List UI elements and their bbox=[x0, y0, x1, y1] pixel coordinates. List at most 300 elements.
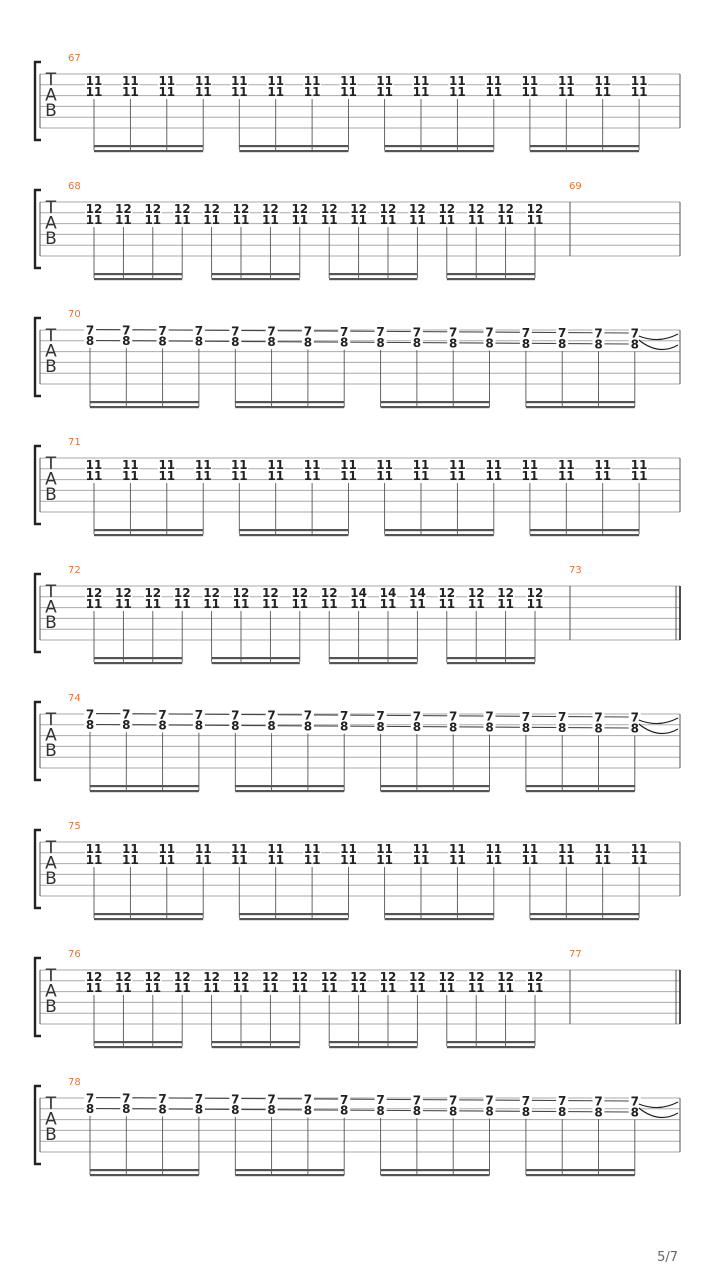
tab-clef-letter: A bbox=[45, 597, 57, 618]
fret-number: 7 bbox=[231, 1092, 240, 1107]
fret-number: 8 bbox=[485, 336, 494, 351]
tab-clef-letter: B bbox=[45, 101, 57, 121]
fret-number: 12 bbox=[320, 970, 338, 984]
fret-number: 7 bbox=[340, 708, 349, 723]
beam bbox=[90, 1169, 199, 1171]
beam bbox=[235, 785, 344, 787]
fret-number: 12 bbox=[438, 970, 456, 984]
fret-number: 12 bbox=[320, 586, 338, 600]
fret-number: 11 bbox=[594, 853, 612, 867]
fret-number: 8 bbox=[376, 719, 385, 734]
fret-number: 12 bbox=[291, 586, 309, 600]
beam bbox=[94, 918, 203, 920]
tab-clef-letter: T bbox=[45, 1094, 57, 1114]
fret-number: 11 bbox=[122, 458, 139, 472]
fret-number: 8 bbox=[630, 1105, 639, 1120]
fret-number: 11 bbox=[557, 85, 575, 99]
measure-number: 72 bbox=[68, 565, 81, 576]
fret-number: 11 bbox=[262, 981, 279, 995]
beam bbox=[447, 273, 535, 275]
fret-number: 7 bbox=[340, 324, 349, 339]
tie-arc bbox=[639, 334, 678, 340]
fret-number: 11 bbox=[485, 469, 503, 483]
fret-number: 11 bbox=[340, 469, 357, 483]
fret-number: 12 bbox=[497, 586, 514, 600]
fret-number: 11 bbox=[303, 842, 321, 856]
fret-number: 8 bbox=[521, 1104, 531, 1119]
fret-number: 7 bbox=[594, 326, 603, 341]
fret-number: 11 bbox=[194, 458, 212, 472]
fret-number: 14 bbox=[409, 586, 426, 600]
fret-number: 7 bbox=[267, 324, 276, 339]
measure-number: 70 bbox=[68, 309, 81, 320]
tab-clef-letter: A bbox=[45, 213, 57, 234]
fret-number: 11 bbox=[267, 842, 285, 856]
fret-number: 12 bbox=[467, 202, 485, 216]
fret-number: 11 bbox=[412, 469, 430, 483]
fret-number: 12 bbox=[526, 202, 544, 216]
beam bbox=[530, 145, 639, 147]
beam bbox=[94, 534, 203, 536]
beam bbox=[239, 534, 348, 536]
fret-number: 11 bbox=[594, 458, 612, 472]
measure-number: 69 bbox=[569, 181, 582, 192]
fret-number: 11 bbox=[122, 853, 139, 867]
tab-clef-letter: T bbox=[45, 198, 57, 218]
fret-number: 7 bbox=[376, 325, 385, 340]
fret-number: 11 bbox=[194, 74, 212, 88]
fret-number: 11 bbox=[594, 74, 612, 88]
fret-number: 7 bbox=[85, 1091, 95, 1106]
fret-number: 7 bbox=[558, 710, 567, 725]
tab-system bbox=[35, 565, 680, 664]
fret-number: 11 bbox=[194, 842, 212, 856]
fret-number: 8 bbox=[485, 720, 494, 735]
fret-number: 11 bbox=[291, 597, 309, 611]
beam bbox=[94, 913, 203, 915]
fret-number: 7 bbox=[594, 710, 603, 725]
fret-number: 11 bbox=[230, 458, 248, 472]
fret-number: 8 bbox=[558, 1105, 567, 1120]
tab-clef-letter: B bbox=[45, 485, 57, 505]
fret-number: 11 bbox=[557, 458, 575, 472]
tie-arc bbox=[639, 718, 678, 724]
fret-number: 11 bbox=[438, 597, 456, 611]
fret-number: 11 bbox=[267, 85, 285, 99]
beam bbox=[235, 1174, 344, 1176]
beam bbox=[526, 406, 635, 408]
beam bbox=[90, 406, 199, 408]
beam bbox=[94, 150, 203, 152]
fret-number: 11 bbox=[376, 853, 393, 867]
fret-number: 7 bbox=[303, 1092, 313, 1107]
fret-number: 7 bbox=[158, 1091, 167, 1106]
tab-system bbox=[35, 821, 680, 920]
fret-number: 11 bbox=[85, 981, 103, 995]
beam bbox=[329, 273, 417, 275]
beam bbox=[94, 1046, 182, 1048]
fret-number: 7 bbox=[267, 708, 276, 723]
beam bbox=[530, 918, 639, 920]
tab-system bbox=[35, 1077, 680, 1176]
tab-clef-letter: T bbox=[45, 454, 57, 474]
fret-number: 7 bbox=[85, 323, 95, 338]
fret-number: 11 bbox=[521, 458, 539, 472]
fret-number: 8 bbox=[303, 719, 313, 734]
fret-number: 11 bbox=[557, 842, 575, 856]
fret-number: 11 bbox=[521, 469, 539, 483]
beam bbox=[447, 657, 535, 659]
beam bbox=[239, 918, 348, 920]
fret-number: 11 bbox=[485, 842, 503, 856]
fret-number: 12 bbox=[320, 202, 338, 216]
beam bbox=[212, 1041, 300, 1043]
tab-clef-letter: T bbox=[45, 582, 57, 602]
fret-number: 11 bbox=[485, 853, 503, 867]
tab-system bbox=[35, 309, 680, 408]
fret-number: 11 bbox=[594, 469, 612, 483]
fret-number: 7 bbox=[485, 709, 494, 724]
fret-number: 8 bbox=[85, 1102, 95, 1116]
page-number: 5/7 bbox=[657, 1250, 678, 1265]
fret-number: 11 bbox=[303, 469, 321, 483]
fret-number: 11 bbox=[630, 842, 648, 856]
fret-number: 11 bbox=[630, 853, 648, 867]
fret-number: 11 bbox=[267, 853, 285, 867]
fret-number: 11 bbox=[232, 213, 250, 227]
fret-number: 7 bbox=[340, 1092, 349, 1107]
beam bbox=[90, 790, 199, 792]
fret-number: 8 bbox=[194, 334, 204, 349]
fret-number: 11 bbox=[594, 85, 612, 99]
fret-number: 11 bbox=[230, 74, 248, 88]
fret-number: 8 bbox=[267, 1103, 276, 1118]
fret-number: 7 bbox=[376, 709, 385, 724]
fret-number: 11 bbox=[485, 458, 503, 472]
fret-number: 11 bbox=[203, 597, 220, 611]
fret-number: 7 bbox=[122, 323, 131, 338]
fret-number: 11 bbox=[262, 597, 279, 611]
fret-number: 11 bbox=[412, 458, 430, 472]
fret-number: 12 bbox=[350, 970, 367, 984]
fret-number: 8 bbox=[231, 718, 240, 733]
fret-number: 12 bbox=[409, 202, 426, 216]
fret-number: 11 bbox=[85, 213, 103, 227]
fret-number: 12 bbox=[497, 970, 514, 984]
fret-number: 11 bbox=[376, 842, 393, 856]
fret-number: 11 bbox=[262, 213, 279, 227]
fret-number: 8 bbox=[594, 337, 603, 352]
fret-number: 11 bbox=[144, 981, 162, 995]
fret-number: 8 bbox=[485, 1104, 494, 1119]
fret-number: 11 bbox=[144, 213, 162, 227]
beam bbox=[329, 1046, 417, 1048]
measure-number: 71 bbox=[68, 437, 81, 448]
fret-number: 11 bbox=[85, 458, 103, 472]
tab-system bbox=[35, 53, 680, 152]
fret-number: 11 bbox=[303, 74, 321, 88]
fret-number: 11 bbox=[521, 853, 539, 867]
fret-number: 11 bbox=[526, 597, 544, 611]
fret-number: 12 bbox=[467, 586, 485, 600]
fret-number: 8 bbox=[267, 719, 276, 734]
fret-number: 8 bbox=[122, 1102, 131, 1117]
fret-number: 11 bbox=[115, 981, 132, 995]
fret-number: 7 bbox=[558, 326, 567, 341]
fret-number: 8 bbox=[158, 334, 167, 349]
fret-number: 11 bbox=[122, 74, 139, 88]
beam bbox=[94, 278, 182, 280]
beam bbox=[329, 1041, 417, 1043]
beam bbox=[526, 790, 635, 792]
fret-number: 11 bbox=[230, 85, 248, 99]
beam bbox=[530, 529, 639, 531]
fret-number: 8 bbox=[449, 1104, 458, 1119]
fret-number: 8 bbox=[267, 335, 276, 350]
measure-number: 76 bbox=[68, 949, 81, 960]
fret-number: 7 bbox=[630, 1094, 639, 1109]
fret-number: 12 bbox=[144, 202, 162, 216]
fret-number: 11 bbox=[158, 842, 176, 856]
fret-number: 12 bbox=[262, 586, 279, 600]
beam bbox=[385, 913, 494, 915]
fret-number: 11 bbox=[467, 981, 485, 995]
tab-clef-letter: A bbox=[45, 85, 57, 106]
fret-number: 8 bbox=[558, 721, 567, 736]
tab-system bbox=[35, 949, 680, 1048]
fret-number: 11 bbox=[194, 85, 212, 99]
tab-clef-letter: B bbox=[45, 1125, 57, 1145]
fret-number: 11 bbox=[173, 981, 191, 995]
fret-number: 7 bbox=[122, 707, 131, 722]
fret-number: 12 bbox=[379, 202, 397, 216]
fret-number: 7 bbox=[558, 1094, 567, 1109]
beam bbox=[235, 406, 344, 408]
measure-number: 68 bbox=[68, 181, 81, 192]
fret-number: 11 bbox=[267, 74, 285, 88]
tab-clef-letter: T bbox=[45, 966, 57, 986]
fret-number: 8 bbox=[412, 1104, 422, 1119]
fret-number: 14 bbox=[350, 586, 367, 600]
fret-number: 11 bbox=[320, 981, 338, 995]
fret-number: 11 bbox=[521, 85, 539, 99]
fret-number: 11 bbox=[412, 842, 430, 856]
fret-number: 7 bbox=[122, 1091, 131, 1106]
fret-number: 11 bbox=[594, 842, 612, 856]
beam bbox=[212, 273, 300, 275]
beam bbox=[329, 278, 417, 280]
beam bbox=[90, 1174, 199, 1176]
fret-number: 11 bbox=[203, 981, 220, 995]
fret-number: 11 bbox=[122, 85, 139, 99]
fret-number: 12 bbox=[144, 586, 162, 600]
fret-number: 8 bbox=[231, 334, 240, 349]
fret-number: 8 bbox=[194, 1102, 204, 1117]
fret-number: 11 bbox=[340, 853, 357, 867]
fret-number: 11 bbox=[320, 597, 338, 611]
fret-number: 7 bbox=[630, 710, 639, 725]
beam bbox=[530, 150, 639, 152]
fret-number: 8 bbox=[449, 336, 458, 351]
fret-number: 11 bbox=[144, 597, 162, 611]
fret-number: 8 bbox=[449, 720, 458, 735]
fret-number: 11 bbox=[158, 469, 176, 483]
fret-number: 11 bbox=[485, 74, 503, 88]
fret-number: 8 bbox=[340, 335, 349, 350]
tab-clef-letter: A bbox=[45, 981, 57, 1002]
fret-number: 12 bbox=[409, 970, 426, 984]
fret-number: 11 bbox=[526, 213, 544, 227]
measure-number: 77 bbox=[569, 949, 582, 960]
fret-number: 11 bbox=[630, 458, 648, 472]
measure-number: 74 bbox=[68, 693, 81, 704]
fret-number: 7 bbox=[158, 707, 167, 722]
beam bbox=[526, 785, 635, 787]
beam bbox=[526, 1174, 635, 1176]
fret-number: 11 bbox=[158, 853, 176, 867]
beam bbox=[329, 662, 417, 664]
fret-number: 12 bbox=[144, 970, 162, 984]
fret-number: 11 bbox=[379, 981, 397, 995]
tab-clef-letter: B bbox=[45, 869, 57, 889]
fret-number: 12 bbox=[85, 202, 103, 216]
fret-number: 12 bbox=[115, 586, 132, 600]
fret-number: 7 bbox=[85, 707, 95, 722]
beam bbox=[90, 785, 199, 787]
fret-number: 8 bbox=[340, 1103, 349, 1118]
fret-number: 11 bbox=[158, 85, 176, 99]
beam bbox=[212, 662, 300, 664]
fret-number: 11 bbox=[409, 213, 426, 227]
beam bbox=[530, 534, 639, 536]
fret-number: 11 bbox=[303, 853, 321, 867]
fret-number: 11 bbox=[409, 597, 426, 611]
tie-arc bbox=[639, 724, 678, 733]
tab-system bbox=[35, 693, 680, 792]
beam bbox=[239, 529, 348, 531]
beam bbox=[94, 1041, 182, 1043]
fret-number: 8 bbox=[85, 334, 95, 348]
fret-number: 7 bbox=[521, 709, 531, 724]
tie-arc bbox=[639, 1108, 678, 1117]
fret-number: 7 bbox=[521, 325, 531, 340]
fret-number: 11 bbox=[526, 981, 544, 995]
fret-number: 12 bbox=[262, 970, 279, 984]
fret-number: 7 bbox=[376, 1093, 385, 1108]
measure-number: 67 bbox=[68, 53, 81, 64]
fret-number: 12 bbox=[85, 970, 103, 984]
fret-number: 11 bbox=[449, 853, 466, 867]
fret-number: 11 bbox=[158, 74, 176, 88]
fret-number: 11 bbox=[115, 213, 132, 227]
measure-number: 73 bbox=[569, 565, 582, 576]
fret-number: 7 bbox=[594, 1094, 603, 1109]
fret-number: 12 bbox=[173, 202, 191, 216]
beam bbox=[94, 145, 203, 147]
beam bbox=[385, 534, 494, 536]
tie-arc bbox=[639, 1102, 678, 1108]
fret-number: 11 bbox=[630, 74, 648, 88]
fret-number: 7 bbox=[231, 324, 240, 339]
fret-number: 7 bbox=[630, 326, 639, 341]
fret-number: 12 bbox=[232, 202, 250, 216]
fret-number: 11 bbox=[376, 85, 393, 99]
fret-number: 11 bbox=[521, 842, 539, 856]
fret-number: 11 bbox=[438, 213, 456, 227]
beam bbox=[381, 406, 490, 408]
fret-number: 7 bbox=[485, 1093, 494, 1108]
fret-number: 8 bbox=[412, 720, 422, 735]
fret-number: 12 bbox=[203, 202, 220, 216]
fret-number: 8 bbox=[122, 718, 131, 733]
fret-number: 11 bbox=[449, 85, 466, 99]
fret-number: 11 bbox=[449, 458, 466, 472]
tab-clef-letter: A bbox=[45, 1109, 57, 1130]
beam bbox=[385, 918, 494, 920]
fret-number: 11 bbox=[412, 853, 430, 867]
fret-number: 11 bbox=[340, 458, 357, 472]
fret-number: 11 bbox=[85, 842, 103, 856]
fret-number: 12 bbox=[203, 586, 220, 600]
beam bbox=[329, 657, 417, 659]
fret-number: 11 bbox=[485, 85, 503, 99]
fret-number: 11 bbox=[194, 469, 212, 483]
beam bbox=[94, 529, 203, 531]
fret-number: 8 bbox=[594, 1105, 603, 1120]
fret-number: 11 bbox=[557, 853, 575, 867]
fret-number: 12 bbox=[173, 586, 191, 600]
beam bbox=[447, 278, 535, 280]
fret-number: 12 bbox=[350, 202, 367, 216]
fret-number: 12 bbox=[291, 970, 309, 984]
beam bbox=[526, 401, 635, 403]
fret-number: 12 bbox=[291, 202, 309, 216]
fret-number: 11 bbox=[449, 842, 466, 856]
beam bbox=[526, 1169, 635, 1171]
fret-number: 11 bbox=[122, 842, 139, 856]
fret-number: 11 bbox=[173, 213, 191, 227]
fret-number: 12 bbox=[438, 202, 456, 216]
beam bbox=[530, 913, 639, 915]
beam bbox=[212, 657, 300, 659]
fret-number: 11 bbox=[230, 469, 248, 483]
fret-number: 11 bbox=[409, 981, 426, 995]
fret-number: 7 bbox=[194, 708, 204, 723]
fret-number: 11 bbox=[350, 981, 367, 995]
measure-number: 78 bbox=[68, 1077, 81, 1088]
beam bbox=[90, 401, 199, 403]
measure-number: 75 bbox=[68, 821, 81, 832]
tie-arc bbox=[639, 340, 678, 349]
fret-number: 7 bbox=[231, 708, 240, 723]
fret-number: 11 bbox=[379, 213, 397, 227]
tab-clef-letter: B bbox=[45, 613, 57, 633]
fret-number: 11 bbox=[85, 85, 103, 99]
fret-number: 11 bbox=[412, 85, 430, 99]
fret-number: 12 bbox=[438, 586, 456, 600]
fret-number: 11 bbox=[350, 597, 367, 611]
fret-number: 8 bbox=[630, 337, 639, 352]
beam bbox=[212, 1046, 300, 1048]
fret-number: 12 bbox=[232, 586, 250, 600]
tab-system bbox=[35, 437, 680, 536]
fret-number: 11 bbox=[267, 469, 285, 483]
fret-number: 12 bbox=[85, 586, 103, 600]
fret-number: 11 bbox=[230, 842, 248, 856]
fret-number: 11 bbox=[379, 597, 397, 611]
tab-clef-letter: B bbox=[45, 997, 57, 1017]
fret-number: 7 bbox=[449, 325, 458, 340]
